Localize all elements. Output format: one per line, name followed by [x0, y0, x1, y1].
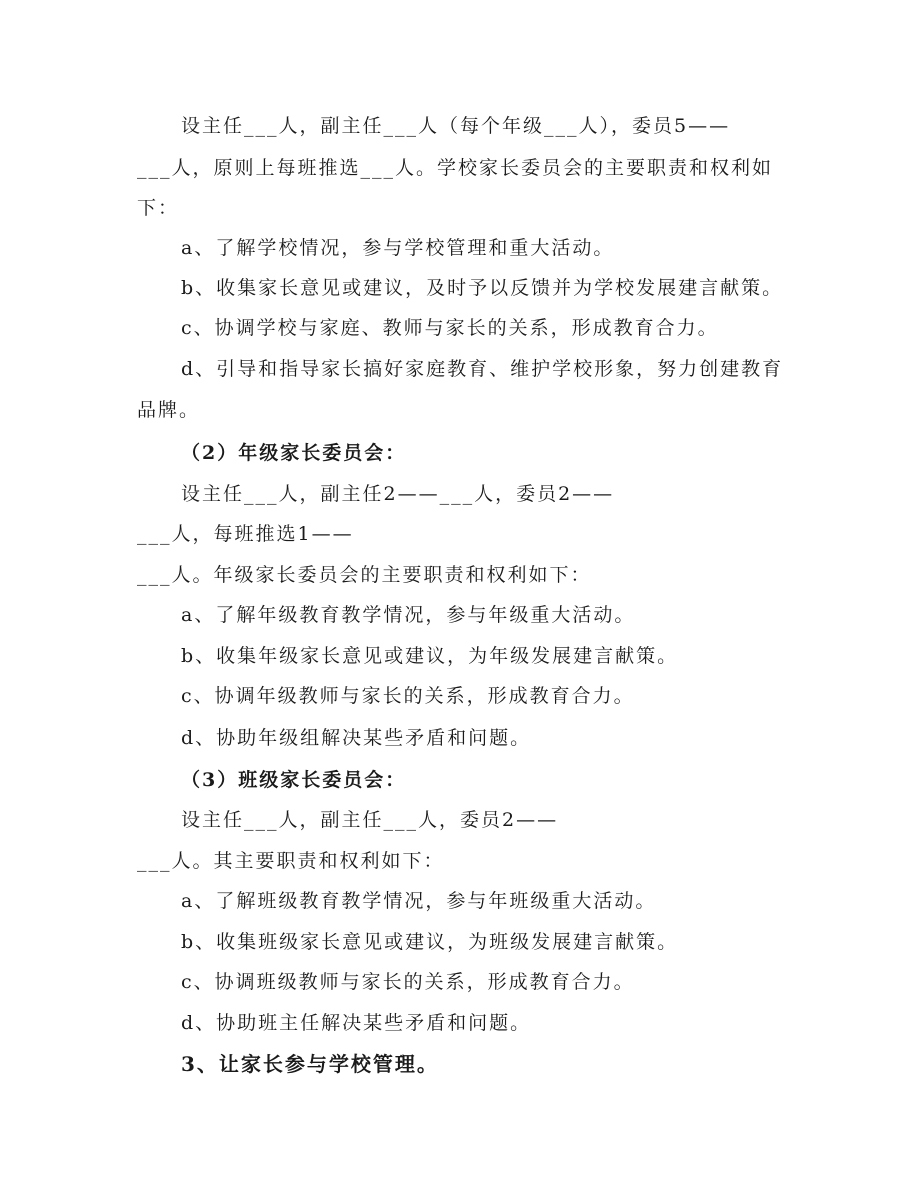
school-committee-setup-line2: ___人，原则上每班推选___人。学校家长委员会的主要职责和权利如	[137, 157, 774, 179]
school-duty-b: b、收集家长意见或建议，及时予以反馈并为学校发展建言献策。	[181, 277, 784, 299]
school-duty-d-line2: 品牌。	[137, 399, 201, 421]
class-duty-a: a、了解班级教育教学情况，参与年班级重大活动。	[181, 890, 657, 912]
class-committee-heading: （3）班级家长委员会：	[181, 769, 407, 791]
class-committee-setup-line2: ___人。其主要职责和权利如下：	[137, 850, 445, 872]
grade-duty-d: d、协助年级组解决某些矛盾和问题。	[181, 727, 532, 749]
school-duty-d-line1: d、引导和指导家长搞好家庭教育、维护学校形象，努力创建教育	[181, 358, 784, 380]
grade-committee-setup-line2: ___人，每班推选1——	[137, 523, 354, 545]
class-committee-setup-line1: 设主任___人，副主任___人，委员2——	[181, 809, 559, 831]
school-duty-a: a、了解学校情况，参与学校管理和重大活动。	[181, 237, 615, 259]
grade-duty-b: b、收集年级家长意见或建议，为年级发展建言献策。	[181, 645, 679, 667]
grade-committee-setup-line1: 设主任___人，副主任2——___人，委员2——	[181, 483, 615, 505]
class-duty-d: d、协助班主任解决某些矛盾和问题。	[181, 1012, 532, 1034]
grade-duty-a: a、了解年级教育教学情况，参与年级重大活动。	[181, 604, 636, 626]
school-committee-setup-line1: 设主任___人，副主任___人（每个年级___人），委员5——	[181, 115, 731, 137]
grade-duty-c: c、协调年级教师与家长的关系，形成教育合力。	[181, 685, 635, 707]
grade-committee-setup-line3: ___人。年级家长委员会的主要职责和权利如下：	[137, 564, 592, 586]
section3-heading: 3、让家长参与学校管理。	[181, 1052, 439, 1076]
class-duty-c: c、协调班级教师与家长的关系，形成教育合力。	[181, 971, 635, 993]
grade-committee-heading: （2）年级家长委员会：	[181, 442, 407, 464]
class-duty-b: b、收集班级家长意见或建议，为班级发展建言献策。	[181, 931, 679, 953]
school-committee-setup-line3: 下：	[137, 197, 180, 219]
school-duty-c: c、协调学校与家庭、教师与家长的关系，形成教育合力。	[181, 317, 719, 339]
